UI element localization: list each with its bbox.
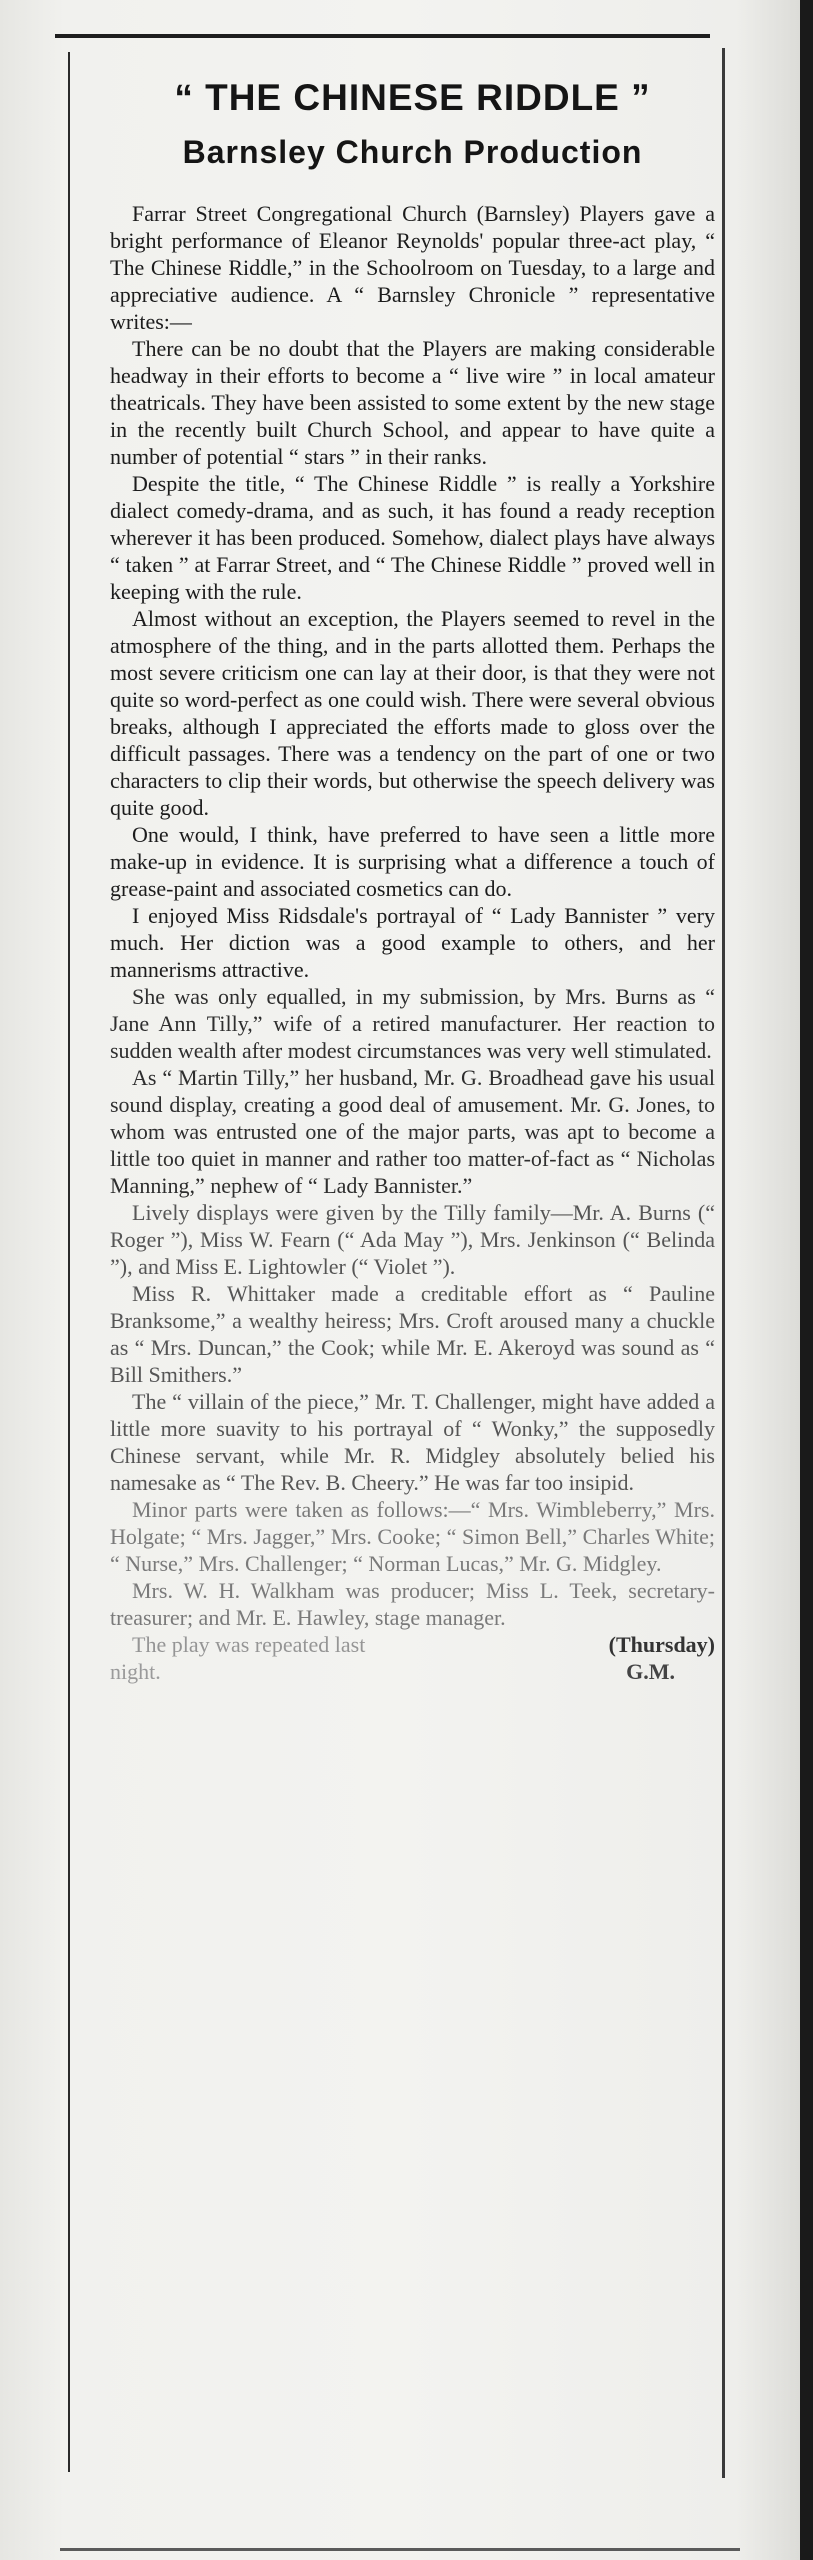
paragraph-villain: The “ villain of the piece,” Mr. T. Challenger, might have added a little more suavity to his portrayal of “ Wonky,” the supposedly Chinese servant, while Mr. R. Midgley absolutely belied his namesake as “ The Rev. B. Cheery.” He was far too insipid. (110, 1389, 715, 1495)
bottom-rule (60, 2548, 740, 2551)
closing-day: (Thursday) (608, 1632, 715, 1657)
paragraph-intro: Farrar Street Congregational Church (Barnsley) Players gave a bright performance of Eleanor Reynolds' popular three-act play, “ The Chinese Riddle,” in the Schoolroom on Tuesday, to a large and appreciative audience. A “ Barnsley Chronicle ” representative writes:— (110, 201, 715, 334)
headline: “ THE CHINESE RIDDLE ” (174, 77, 651, 118)
subheadline: Barnsley Church Production (182, 134, 643, 170)
signature: G.M. (626, 1659, 675, 1684)
paragraph-minor-parts: Minor parts were taken as follows:—“ Mrs. Wimbleberry,” Mrs. Holgate; “ Mrs. Jagger,” Mrs. Cooke; “ Simon Bell,” Charles White; “ Nurse,” Mrs. Challenger; “ Norman Lucas,” Mr. G. Midgley. (110, 1497, 715, 1576)
signoff-row (110, 1658, 715, 1685)
paragraph-criticism: Almost without an exception, the Players seemed to revel in the atmosphere of the thing, and in the parts allotted them. Perhaps the most severe criticism one can lay at their door, is that they were not quite so word-perfect as one could wish. There were several obvious breaks, although I appreciated the efforts made to gloss over the difficult passages. There was a tendency on the part of one or two characters to clip their words, but otherwise the speech delivery was quite good. (110, 606, 715, 820)
paragraph-headway: There can be no doubt that the Players are making considerable headway in their efforts to become a “ live wire ” in local amateur theatricals. They have been assisted to some extent by the new stage in the recently built Church School, and appear to have quite a number of potential “ stars ” in their ranks. (110, 336, 715, 469)
paragraph-dialect: Despite the title, “ The Chinese Riddle ” is really a Yorkshire dialect comedy-drama, and as such, it has found a ready reception wherever it has been produced. Somehow, dialect plays have always “ taken ” at Farrar Street, and “ The Chinese Riddle ” proved well in keeping with the rule. (110, 471, 715, 604)
paragraph-closing (110, 1631, 715, 1658)
closing-text: The play was repeated last (132, 1632, 366, 1657)
article (110, 68, 715, 1685)
paragraph-tilly-family: Lively displays were given by the Tilly family—Mr. A. Burns (“ Roger ”), Miss W. Fearn (“ Ada May ”), Mrs. Jenkinson (“ Belinda ”), and Miss E. Lightowler (“ Violet ”). (110, 1200, 715, 1279)
paragraph-producer: Mrs. W. H. Walkham was producer; Miss L. Teek, secretary-treasurer; and Mr. E. Hawley, stage manager. (110, 1578, 715, 1630)
paragraph-mrs-burns: She was only equalled, in my submission, by Mrs. Burns as “ Jane Ann Tilly,” wife of a retired manufacturer. Her reaction to sudden wealth after modest circumstances was very well stimulated. (110, 984, 715, 1063)
left-column-rule (68, 52, 70, 2472)
paragraph-martin-tilly: As “ Martin Tilly,” her husband, Mr. G. Broadhead gave his usual sound display, creating a good deal of amusement. Mr. G. Jones, to whom was entrusted one of the major parts, was apt to become a little too quiet in manner and rather too matter-of-fact as “ Nicholas Manning,” nephew of “ Lady Bannister.” (110, 1065, 715, 1198)
paragraph-make-up: One would, I think, have preferred to have seen a little more make-up in evidence. It is surprising what a difference a touch of grease-paint and associated cosmetics can do. (110, 822, 715, 901)
right-column-rule (722, 48, 725, 2478)
paragraph-whittaker: Miss R. Whittaker made a creditable effort as “ Pauline Branksome,” a wealthy heiress; Mrs. Croft aroused many a chuckle as “ Mrs. Duncan,” the Cook; while Mr. E. Akeroyd was sound as “ Bill Smithers.” (110, 1281, 715, 1387)
closing-night: night. (110, 1659, 161, 1684)
top-rule (55, 34, 710, 38)
paragraph-lady-bannister: I enjoyed Miss Ridsdale's portrayal of “ Lady Bannister ” very much. Her diction was a good example to others, and her mannerisms attractive. (110, 903, 715, 982)
